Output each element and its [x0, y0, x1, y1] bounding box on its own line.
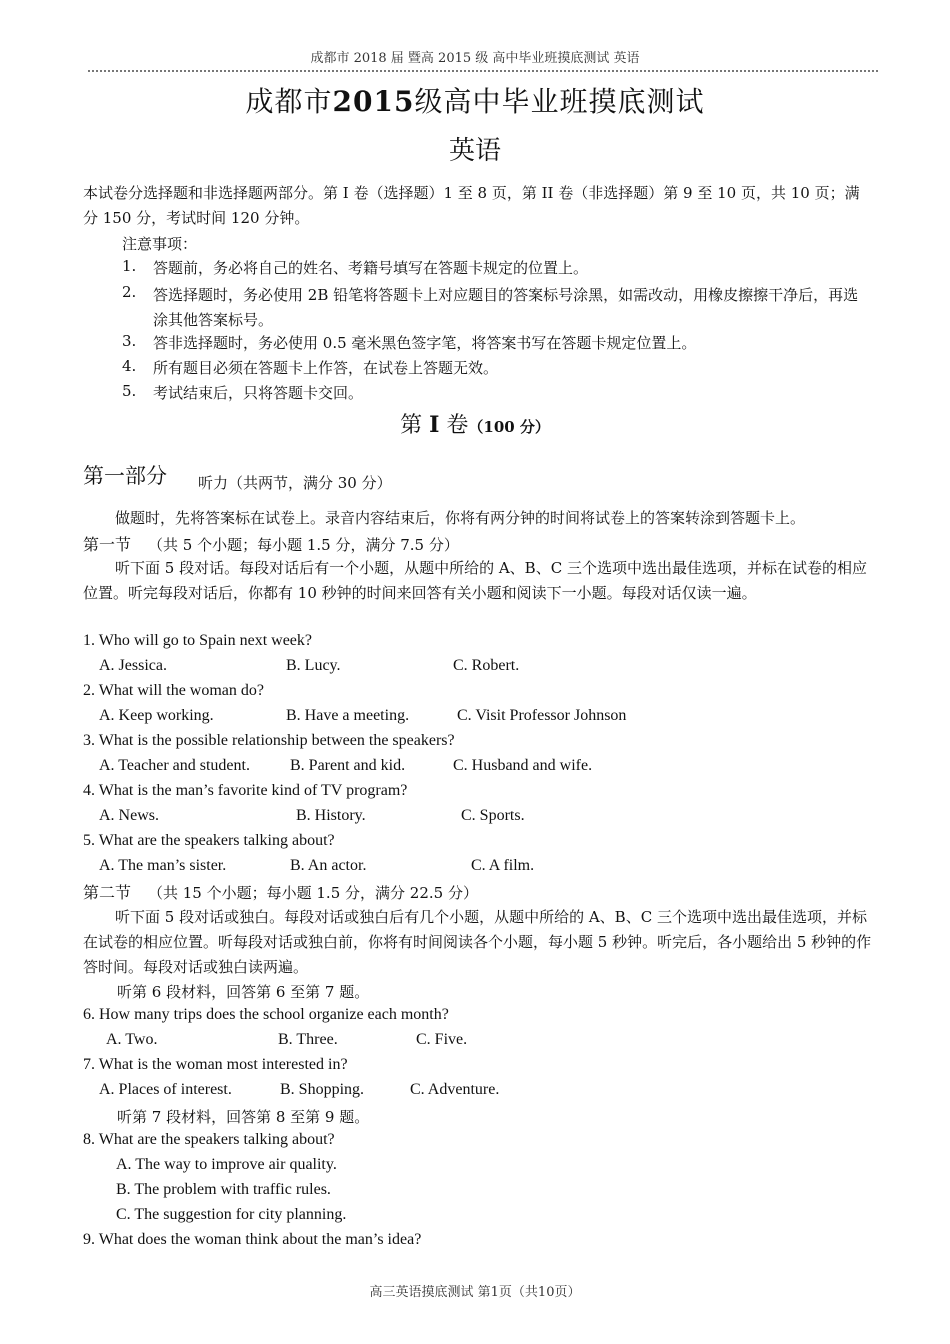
title-prefix: 成都市 — [245, 85, 333, 118]
notice-text-2: 答选择题时，务必使用 2B 铅笔将答题卡上对应题目的答案标号涂黑，如需改动，用橡皮擦擦干净后，再选涂其他答案标号。 — [153, 286, 859, 329]
volume-score: （100 分） — [468, 418, 550, 436]
question-2: 2. What will the woman do? — [83, 682, 264, 699]
notice-num-4: 4. — [122, 357, 137, 375]
option-3a: A. Teacher and student. — [99, 757, 250, 774]
option-5c: C. A film. — [471, 857, 535, 874]
section2-instruction: 听下面 5 段对话或独白。每段对话或独白后有几个小题，从题中所给的 A、B、C 三个选项中选出最佳选项，并标在试卷的相应位置。听每段对话或独白前，你将有时间阅读各个小题，每小题 5 秒钟。听完后，各小题给出 5 秒钟的作答时间。每段对话或独白读两遍。 — [83, 908, 872, 976]
exam-subject: 英语 — [448, 136, 501, 166]
question-9: 9. What does the woman think about the man’s idea? — [83, 1231, 422, 1248]
question-4: 4. What is the man’s favorite kind of TV program? — [83, 782, 408, 799]
volume-num: I — [429, 412, 440, 438]
section1-title: 第一节 — [83, 535, 132, 554]
material-7-note: 听第 7 段材料，回答第 8 至第 9 题。 — [117, 1108, 370, 1126]
notice-label: 注意事项： — [122, 235, 198, 253]
volume-heading — [0, 408, 950, 439]
intro-text: 本试卷分选择题和非选择题两部分。第 I 卷（选择题）1 至 8 页，第 II 卷（非选择题）第 9 至 10 页，共 10 页；满分 150 分，考试时间 120 分钟。 — [83, 184, 860, 227]
option-1c: C. Robert. — [453, 657, 520, 674]
question-3: 3. What is the possible relationship between the speakers? — [83, 732, 455, 749]
option-8a: A. The way to improve air quality. — [116, 1156, 337, 1173]
exam-title — [0, 80, 950, 120]
option-7a: A. Places of interest. — [99, 1081, 232, 1098]
running-header: 成都市 2018 届 暨高 2015 级 高中毕业班摸底测试 英语 — [310, 51, 640, 66]
question-1: 1. Who will go to Spain next week? — [83, 632, 312, 649]
question-7: 7. What is the woman most interested in? — [83, 1056, 348, 1073]
part1-title: 第一部分 — [83, 464, 167, 488]
option-3b: B. Parent and kid. — [290, 757, 406, 774]
notice-num-3: 3. — [122, 332, 137, 350]
option-8c: C. The suggestion for city planning. — [116, 1206, 347, 1223]
part1-instruction: 做题时，先将答案标在试卷上。录音内容结束后，你将有两分钟的时间将试卷上的答案转涂到答题卡上。 — [115, 509, 806, 527]
option-1b: B. Lucy. — [286, 657, 341, 674]
option-2a: A. Keep working. — [99, 707, 214, 724]
option-5a: A. The man’s sister. — [99, 857, 227, 874]
volume-post: 卷 — [446, 413, 469, 438]
notice-num-5: 5. — [122, 382, 137, 400]
option-6b: B. Three. — [278, 1031, 338, 1048]
option-4c: C. Sports. — [461, 807, 525, 824]
question-5: 5. What are the speakers talking about? — [83, 832, 335, 849]
section2-title: 第二节 — [83, 883, 132, 902]
notice-text-1: 答题前，务必将自己的姓名、考籍号填写在答题卡规定的位置上。 — [153, 259, 589, 277]
material-6-note: 听第 6 段材料，回答第 6 至第 7 题。 — [117, 983, 370, 1001]
part1-subtitle: 听力（共两节，满分 30 分） — [198, 474, 392, 492]
section2-info: （共 15 个小题；每小题 1.5 分，满分 22.5 分） — [148, 884, 478, 902]
option-6a: A. Two. — [106, 1031, 158, 1048]
option-5b: B. An actor. — [290, 857, 367, 874]
option-4b: B. History. — [296, 807, 366, 824]
option-3c: C. Husband and wife. — [453, 757, 593, 774]
section1-instruction: 听下面 5 段对话。每段对话后有一个小题，从题中所给的 A、B、C 三个选项中选出最佳选项，并标在试卷的相应位置。听完每段对话后，你都有 10 秒钟的时间来回答有关小题和阅读下一小题。每段对话仅读一遍。 — [83, 559, 867, 602]
notice-text-3: 答非选择题时，务必使用 0.5 毫米黑色签字笔，将答案书写在答题卡规定位置上。 — [153, 334, 697, 352]
title-year: 2015 — [332, 85, 415, 118]
question-6: 6. How many trips does the school organize each month? — [83, 1006, 449, 1023]
option-7c: C. Adventure. — [410, 1081, 500, 1098]
title-suffix: 级高中毕业班摸底测试 — [414, 85, 705, 118]
section1-info: （共 5 个小题；每小题 1.5 分，满分 7.5 分） — [148, 536, 459, 554]
option-1a: A. Jessica. — [99, 657, 167, 674]
option-4a: A. News. — [99, 807, 159, 824]
notice-num-1: 1. — [122, 257, 137, 275]
page-footer: 高三英语摸底测试 第1页（共10页） — [369, 1285, 581, 1300]
option-2c: C. Visit Professor Johnson — [457, 707, 627, 724]
question-8: 8. What are the speakers talking about? — [83, 1131, 335, 1148]
notice-text-5: 考试结束后，只将答题卡交回。 — [153, 384, 364, 402]
option-2b: B. Have a meeting. — [286, 707, 410, 724]
notice-text-4: 所有题目必须在答题卡上作答，在试卷上答题无效。 — [153, 359, 499, 377]
notice-num-2: 2. — [122, 283, 137, 301]
header-dotted-rule — [88, 60, 878, 72]
option-6c: C. Five. — [416, 1031, 468, 1048]
option-7b: B. Shopping. — [280, 1081, 365, 1098]
option-8b: B. The problem with traffic rules. — [116, 1181, 331, 1198]
volume-pre: 第 — [400, 413, 423, 438]
